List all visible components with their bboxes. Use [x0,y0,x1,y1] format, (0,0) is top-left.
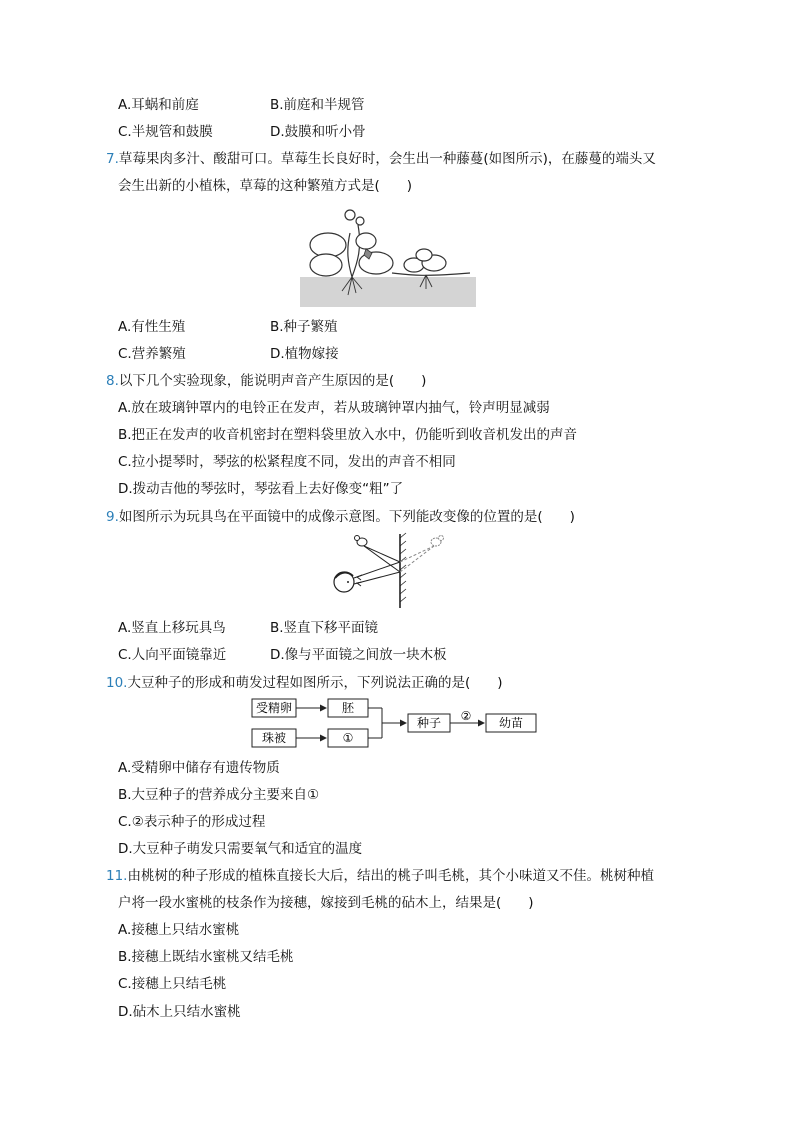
q11-option-c: C.接穗上只结毛桃 [118,976,227,992]
strawberry-flower [356,217,364,225]
bird-image-icon [431,536,444,547]
ray-arrowheads [357,575,362,586]
q9-option-a: A.竖直上移玩具鸟 [118,620,226,636]
q9-option-c: C.人向平面镜靠近 [118,647,227,663]
q6-option-b: B.前庭和半规管 [270,97,365,113]
q8-number: 8. [106,373,119,389]
q10-option-a: A.受精卵中储存有遗传物质 [118,760,280,776]
label-embryo: 胚 [341,701,355,715]
q6-option-a: A.耳蜗和前庭 [118,97,199,113]
q9-option-d: D.像与平面镜之间放一块木板 [270,647,447,663]
label-mark1: ① [342,731,354,745]
q9-number: 9. [106,509,119,525]
q9-option-b: B.竖直下移平面镜 [270,620,379,636]
q7-stem-line2: 会生出新的小植株，草莓的这种繁殖方式是( ) [118,178,413,194]
q8-option-c: C.拉小提琴时，琴弦的松紧程度不同，发出的声音不相同 [118,454,456,470]
q7-option-b: B.种子繁殖 [270,319,338,335]
q11-number: 11. [106,868,128,884]
q10-option-d: D.大豆种子萌发只需要氧气和适宜的温度 [118,841,363,857]
label-ovule-coat: 珠被 [261,731,287,745]
soil [300,277,476,307]
strawberry-leaf [356,233,376,249]
q9-stem-text: 如图所示为玩具鸟在平面镜中的成像示意图。下列能改变像的位置的是( ) [118,509,575,525]
q7-stem-line1 [106,150,656,168]
q8-option-b: B.把正在发声的收音机密封在塑料袋里放入水中，仍能听到收音机发出的声音 [118,427,578,443]
seed-formation-flowchart [250,697,540,749]
observer-head-icon [334,572,354,592]
strawberry-leaf [310,254,342,276]
q10-stem-text: 大豆种子的形成和萌发过程如图所示，下列说法正确的是( ) [127,675,503,691]
q10-number: 10. [106,675,128,691]
q7-option-d: D.植物嫁接 [270,346,339,362]
q11-stem-line2: 户将一段水蜜桃的枝条作为接穗，嫁接到毛桃的砧木上，结果是( ) [118,895,534,911]
q7-number: 7. [106,151,119,167]
strawberry-runner-figure [300,203,476,307]
daughter-plant-leaf [416,249,432,261]
q10-option-b: B.大豆种子的营养成分主要来自① [118,787,320,803]
q7-option-c: C.营养繁殖 [118,346,186,362]
label-seedling: 幼苗 [498,716,524,730]
label-seed: 种子 [416,716,442,730]
q11-stem-text: 由桃树的种子形成的植株直接长大后，结出的桃子叫毛桃，其个小味道又不佳。桃树种植 [127,868,654,884]
runner-stolon [392,273,470,275]
q10-option-c: C.②表示种子的形成过程 [118,814,266,830]
strawberry-leaf [310,233,346,257]
q7-stem-text: 草莓果肉多汁、酸甜可口。草莓生长良好时，会生出一种藤蔓(如图所示)，在藤蔓的端头又 [118,151,656,167]
q8-stem [106,372,426,390]
strawberry-flower [345,210,355,220]
toy-bird-icon [355,536,368,547]
q8-option-a: A.放在玻璃钟罩内的电铃正在发声，若从玻璃钟罩内抽气，铃声明显减弱 [118,400,550,416]
q10-stem [106,674,503,692]
q9-stem [106,508,575,526]
label-mark2: ② [460,709,472,723]
q8-option-d: D.拨动吉他的琴弦时，琴弦看上去好像变“粗”了 [118,481,404,497]
q11-option-d: D.砧木上只结水蜜桃 [118,1004,241,1020]
plane-mirror-figure [330,532,460,610]
q11-option-a: A.接穗上只结水蜜桃 [118,922,240,938]
q6-option-d: D.鼓膜和听小骨 [270,124,366,140]
label-fertilized-egg: 受精卵 [255,701,293,715]
q11-stem-line1 [106,867,654,885]
q6-option-c: C.半规管和鼓膜 [118,124,213,140]
q8-stem-text: 以下几个实验现象，能说明声音产生原因的是( ) [118,373,427,389]
q11-option-b: B.接穗上既结水蜜桃又结毛桃 [118,949,294,965]
q7-option-a: A.有性生殖 [118,319,186,335]
